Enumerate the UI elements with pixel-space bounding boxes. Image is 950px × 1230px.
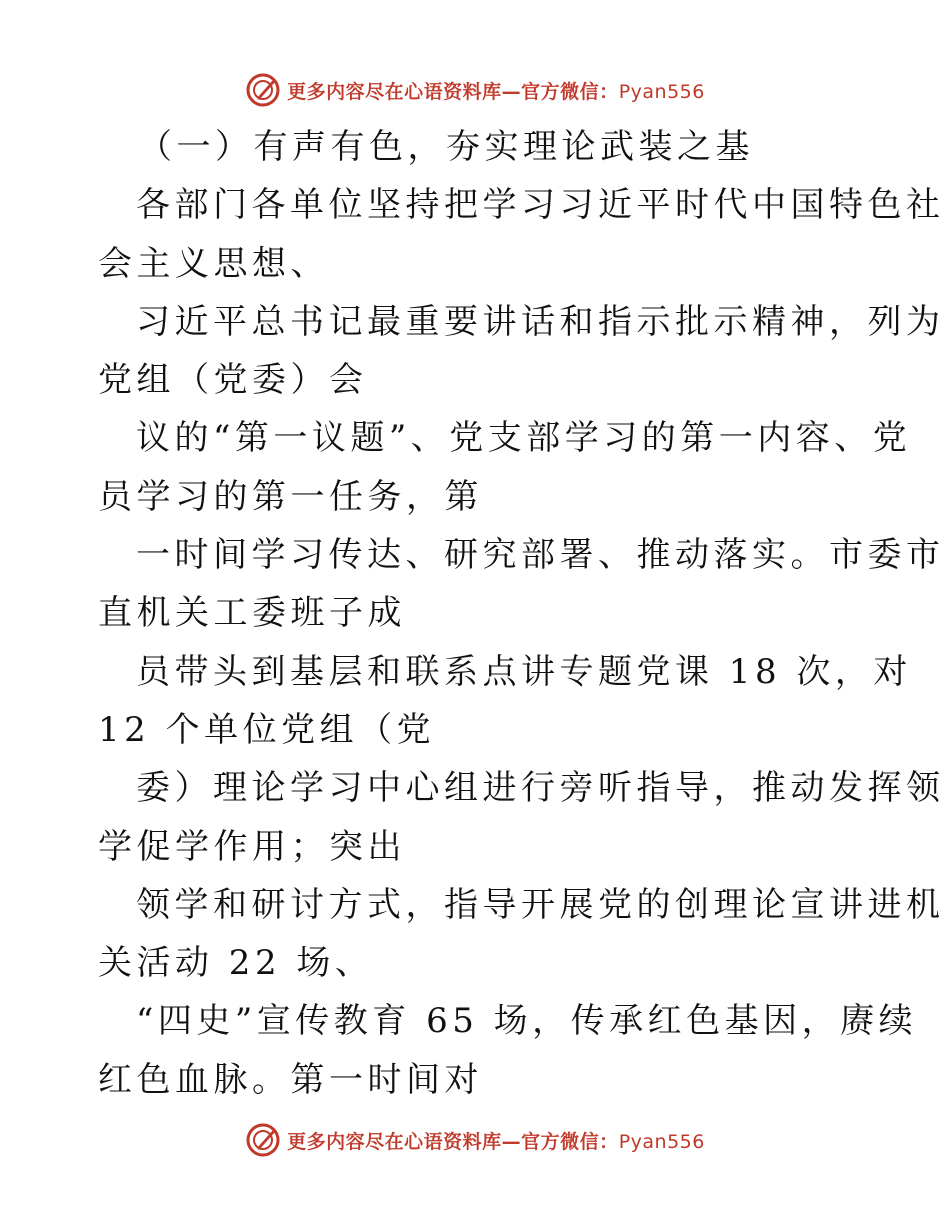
paragraph-line: 关活动 22 场、 [98, 943, 374, 984]
paragraph-line: 领学和研讨方式，指导开展党的创理论宣讲进机 [136, 884, 945, 925]
watermark-separator: — [501, 80, 522, 103]
paragraph-line: 红色血脉。第一时间对 [98, 1059, 483, 1100]
paragraph-line: 12 个单位党组（党 [98, 709, 436, 750]
paragraph-line: “四史”宣传教育 65 场，传承红色基因，赓续 [136, 1001, 918, 1042]
quill-logo-icon [245, 72, 281, 108]
paragraph-line: 委）理论学习中心组进行旁听指导，推动发挥领 [136, 768, 945, 809]
paragraph-line: 党组（党委）会 [98, 360, 368, 401]
paragraph-line: 直机关工委班子成 [98, 593, 406, 634]
paragraph-line: 各部门各单位坚持把学习习近平时代中国特色社 [136, 185, 945, 226]
watermark-separator: — [501, 1130, 522, 1153]
watermark-text [287, 77, 705, 104]
paragraph-line: 员带头到基层和联系点讲专题党课 18 次，对 [136, 651, 912, 692]
paragraph-line: 会主义思想、 [98, 243, 329, 284]
watermark-wechat-label: 官方微信： [521, 80, 619, 103]
watermark-wechat-id: Pyan556 [618, 80, 705, 103]
watermark-banner-bottom [0, 1120, 950, 1160]
watermark-banner-top [0, 70, 950, 110]
paragraph-line: 议的“第一议题”、党支部学习的第一内容、党 [136, 418, 912, 459]
section-heading: （一）有声有色，夯实理论武装之基 [138, 127, 754, 167]
document-body [98, 118, 945, 1109]
paragraph-line: 习近平总书记最重要讲话和指示批示精神，列为 [136, 301, 945, 342]
paragraph-line: 员学习的第一任务，第 [98, 476, 483, 517]
watermark-site-name: 更多内容尽在心语资料库 [287, 1130, 502, 1153]
watermark-text [287, 1127, 705, 1154]
watermark-site-name: 更多内容尽在心语资料库 [287, 80, 502, 103]
watermark-wechat-id: Pyan556 [618, 1130, 705, 1153]
watermark-group [245, 72, 705, 108]
watermark-group [245, 1122, 705, 1158]
paragraph-line: 学促学作用；突出 [98, 826, 406, 867]
paragraph-line: 一时间学习传达、研究部署、推动落实。市委市 [136, 535, 945, 576]
watermark-wechat-label: 官方微信： [521, 1130, 619, 1153]
quill-logo-icon [245, 1122, 281, 1158]
